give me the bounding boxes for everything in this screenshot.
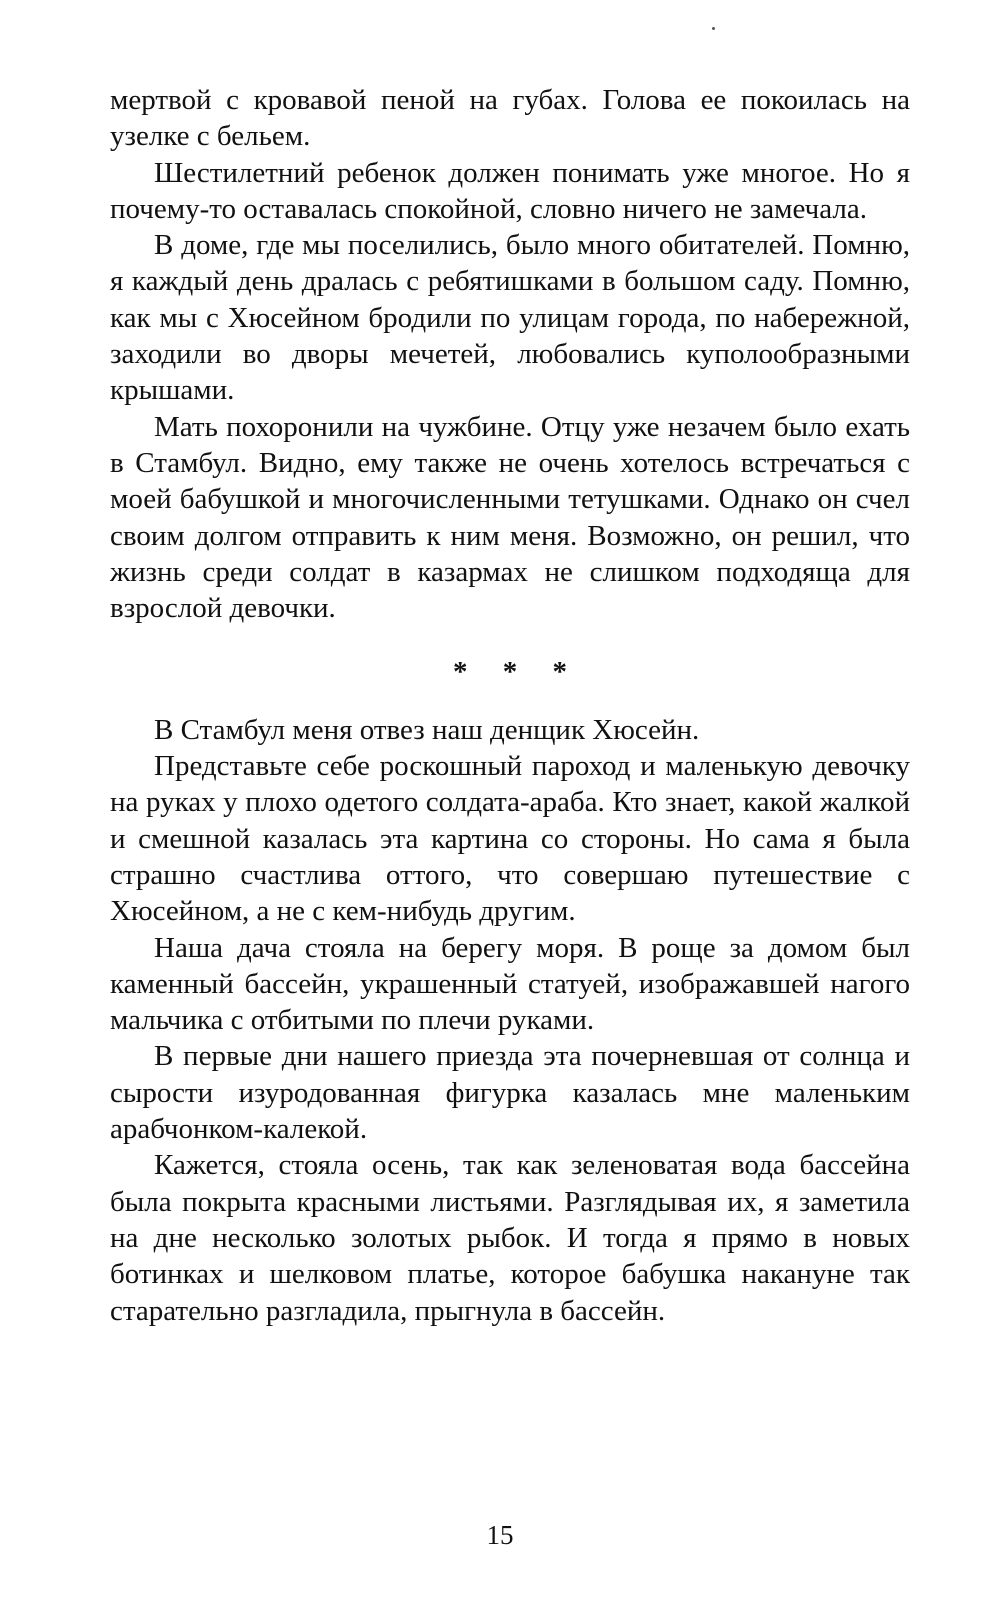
paragraph: Наша дача стояла на берегу моря. В роще за домом был каменный бассейн, украшенный статуей, изображавшей нагого мальчика с отбитыми по плечи руками. [110, 931, 910, 1037]
section-break: * * * [453, 656, 581, 689]
page-body [110, 82, 910, 1329]
paragraph: В первые дни нашего приезда эта почерневшая от солнца и сырости изуродованная фигурка казалась мне маленьким арабчонком-калекой. [110, 1040, 910, 1146]
paragraph: В Стамбул меня отвез наш денщик Хюсейн. [154, 713, 700, 746]
page-number: 15 [486, 1520, 514, 1550]
paragraph: В доме, где мы поселились, было много обитателей. Помню, я каждый день дралась с ребятишками в большом саду. Помню, как мы с Хюсейном бродили по улицам города, по набережной, заходили во дворы мечетей, любовались куполообразными крышами. [110, 229, 910, 407]
paragraph: Кажется, стояла осень, так как зеленоватая вода бассейна была покрыта красными листьями. Разглядывая их, я заметила на дне несколько золотых рыбок. И тогда я прямо в новых ботинках и шелковом платье, которое бабушка накануне так старательно разгладила, прыгнула в бассейн. [110, 1149, 910, 1327]
paragraph: Представьте себе роскошный пароход и маленькую девочку на руках у плохо одетого солдата-араба. Кто знает, какой жалкой и смешной казалась эта картина со стороны. Но сама я была страшно счастлива оттого, что совершаю путешествие с Хюсейном, а не с кем-нибудь другим. [110, 750, 910, 928]
paragraph: Мать похоронили на чужбине. Отцу уже незачем было ехать в Стамбул. Видно, ему также не очень хотелось встречаться с моей бабушкой и многочисленными тетушками. Однако он счел своим долгом отправить к ним меня. Возможно, он решил, что жизнь среди солдат в казармах не слишком подходяща для взрослой девочки. [110, 410, 910, 625]
scan-speck [712, 27, 715, 30]
paragraph-continuation: мертвой с кровавой пеной на губах. Голова ее покоилась на узелке с бельем. [110, 84, 910, 153]
paragraph: Шестилетний ребенок должен понимать уже многое. Но я почему-то оставалась спокойной, словно ничего не замечала. [110, 156, 910, 225]
